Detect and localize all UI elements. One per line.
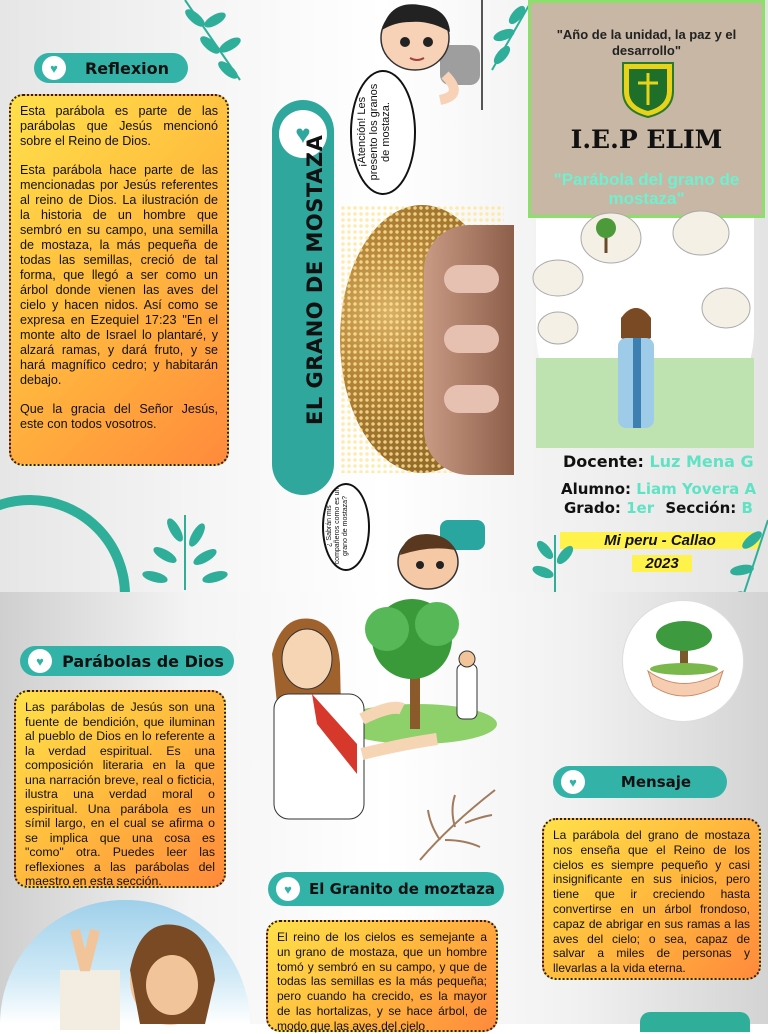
reflexion-paragraph-1: Esta parábola es parte de las parábolas que Jesús mencionó sobre el Reino de Dios. <box>20 104 218 148</box>
reflexion-paragraph-3: Que la gracia del Señor Jesús, este con todos vosotros. <box>20 402 218 431</box>
speech-bubble-text: ¡Atención! Les presento los granos de mostaza. <box>356 83 392 181</box>
jesus-illustration <box>0 900 250 1024</box>
parabolas-title: Parábolas de Dios <box>62 651 224 671</box>
reflexion-heading <box>34 53 188 83</box>
school-name: I.E.P ELIM <box>570 125 723 154</box>
school-card <box>528 0 765 218</box>
school-motto: "Año de la unidad, la paz y el desarrollo" <box>556 27 737 58</box>
teal-decoration <box>640 1012 750 1032</box>
mensaje-text: La parábola del grano de mostaza nos enseña que el Reino de los cielos es siempre pequeño y casi insignificante en sus inicios, pero tiene que ir creciendo hasta convertirse en un árbol frondoso, capaz de abrigar en sus ramas a las aves del cielo; o sea, capaz de salvar a miles de personas y llevarlas a la vida eterna. <box>553 828 750 976</box>
leaf-branch-icon <box>135 505 235 590</box>
mensaje-textbox <box>542 818 761 980</box>
banner-title: EL GRANO DE MOSTAZA <box>303 134 327 425</box>
granito-heading <box>268 872 504 906</box>
heart-icon: ♥ <box>279 110 327 158</box>
grado-value: 1er <box>626 499 655 517</box>
jesus-teaching-illustration <box>536 218 754 440</box>
granito-title: El Granito de moztaza <box>309 880 495 898</box>
location-label: Mi peru - Callao <box>560 532 760 549</box>
child-cartoon-illustration <box>390 510 490 592</box>
heart-icon: ♥ <box>42 56 66 80</box>
speech-bubble-text: ¿ Sabrán mis compañeros como es un grano de mostaza? <box>326 487 349 565</box>
reflexion-textbox <box>9 94 229 466</box>
reflexion-paragraph-2: Esta parábola hace parte de las mencionadas por Jesús referentes al reino de Dios. La ilustración de la historia de un hombre que sembró en su campo, una semilla de mostaza, la más pequeña de todas las semillas, creció de tal forma, que llegó a ser como un árbol donde vienen las aves del cielo y hacen nidos. Así como se expresa en Ezequiel 17:23 "En el monte alto de Israel lo plantaré, y alzará ramas, y dará fruto, y se hará magnífico cedro; y habitarán debajo. <box>20 163 218 387</box>
seccion-value: B <box>741 499 753 517</box>
school-subtitle: "Parábola del grano de mostaza" <box>553 170 740 208</box>
alumno-row: Alumno: Liam Yovera A <box>561 480 757 498</box>
docente-name: Luz Mena G <box>649 452 754 471</box>
parabolas-text: Las parábolas de Jesús son una fuente de bendición, que iluminan al pueblo de Dios en lo referente a la verdad espiritual. Es una composición literaria en la que una narración breve, real o ficticia, ilustra una verdad moral o espiritual. Una parábola es un símil largo, en el cual se afirma o se implica que una cosa es "como" otra. Puedes leer las reflexiones a las parábolas del maestro en esta sección. <box>25 700 215 888</box>
grado-row: Grado: 1er Sección: B <box>564 499 753 517</box>
hands-tree-emblem <box>622 600 744 722</box>
mustard-seeds-photo <box>340 205 504 473</box>
title-banner <box>272 100 334 495</box>
leaf-branch-icon <box>410 785 500 865</box>
heart-icon: ♥ <box>561 770 585 794</box>
heart-icon: ♥ <box>28 649 52 673</box>
granito-textbox <box>266 920 498 1032</box>
year-label: 2023 <box>632 555 692 572</box>
reflexion-title: Reflexion <box>84 58 170 78</box>
mensaje-title: Mensaje <box>620 773 692 791</box>
heart-icon: ♥ <box>276 877 300 901</box>
leaf-branch-icon <box>525 530 585 592</box>
parabolas-heading <box>20 646 234 676</box>
mensaje-heading <box>553 766 727 798</box>
school-shield-icon <box>621 61 675 119</box>
alumno-name: Liam Yovera A <box>636 480 757 498</box>
granito-text: El reino de los cielos es semejante a un grano de mostaza, que un hombre tomó y sembró en su campo, y que de todas las semillas es la más pequeña; pero cuando ha crecido, es la mayor de las hortalizas, y se hace árbol, de modo que las aves del cielo <box>277 930 487 1033</box>
docente-row: Docente: Luz Mena G <box>563 452 754 471</box>
parabolas-textbox <box>14 690 226 888</box>
